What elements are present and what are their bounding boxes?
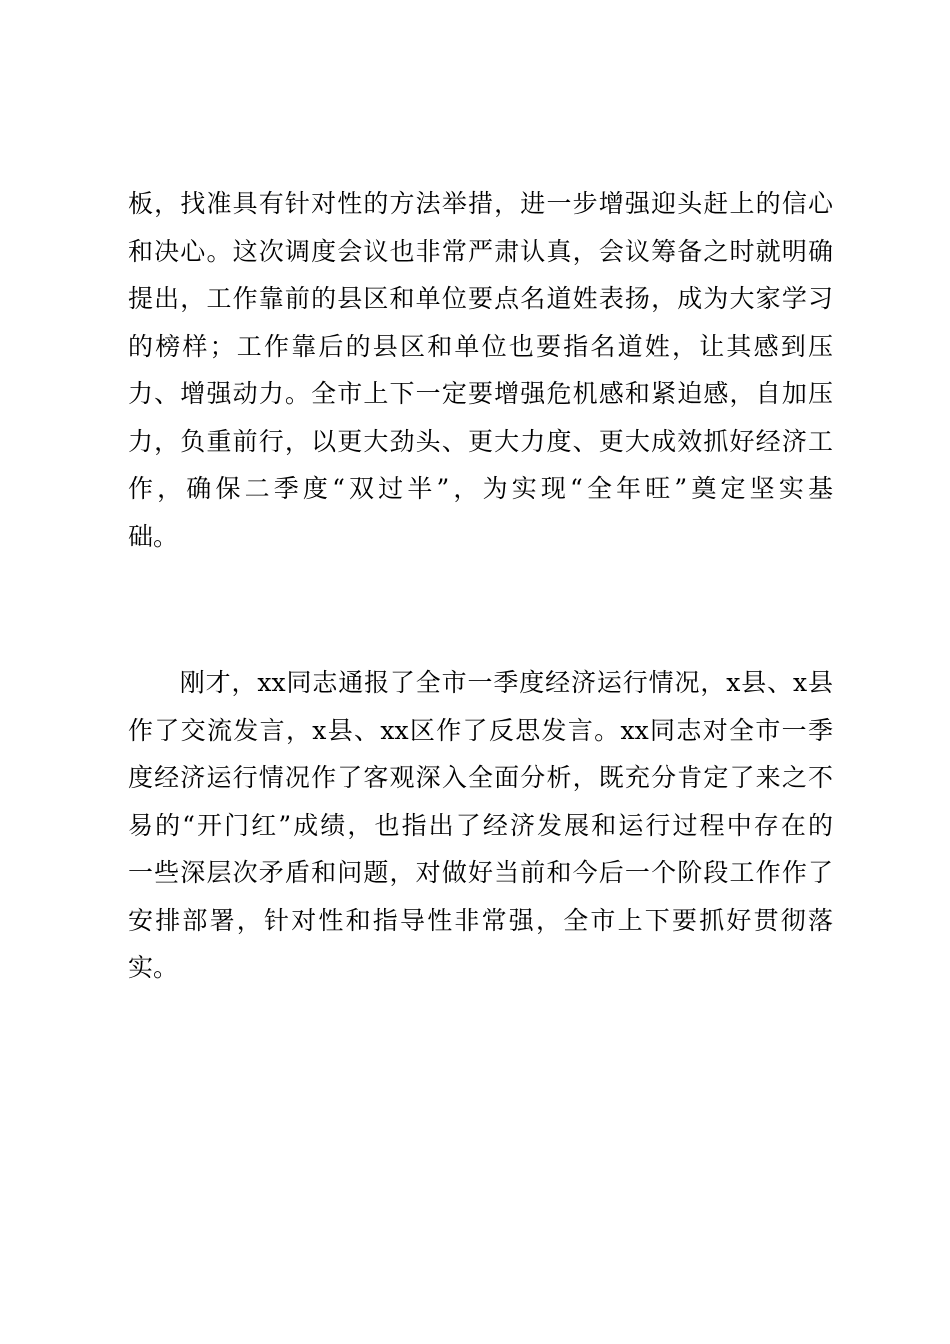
paragraph-2-line: 安排部署，针对性和指导性非常强，全市上下要抓好贯彻落 xyxy=(128,905,833,935)
paragraph-1 xyxy=(128,180,833,560)
paragraph-2-line: 实。 xyxy=(128,953,179,982)
paragraph-2-line: 度经济运行情况作了客观深入全面分析，既充分肯定了来之不 xyxy=(128,763,833,792)
paragraph-2-line: 刚才，xx同志通报了全市一季度经济运行情况，x县、x县 xyxy=(128,668,833,697)
paragraph-1-line: 力，负重前行，以更大劲头、更大力度、更大成效抓好经济工 xyxy=(128,426,833,456)
paragraph-1-line: 础。 xyxy=(128,521,179,551)
paragraph-1-line: 板，找准具有针对性的方法举措，进一步增强迎头赶上的信心 xyxy=(128,189,833,218)
paragraph-1-line: 力、增强动力。全市上下一定要增强危机感和紧迫感，自加压 xyxy=(128,379,833,408)
paragraph-2 xyxy=(128,659,833,992)
paragraph-1-line: 提出，工作靠前的县区和单位要点名道姓表扬，成为大家学习 xyxy=(128,284,833,313)
paragraph-1-line: 作，确保二季度“双过半”，为实现“全年旺”奠定坚实基 xyxy=(128,474,833,503)
paragraph-2-line: 易的“开门红”成绩，也指出了经济发展和运行过程中存在的 xyxy=(128,810,833,840)
paragraph-1-line: 的榜样；工作靠后的县区和单位也要指名道姓，让其感到压 xyxy=(128,331,833,361)
paragraph-2-line: 一些深层次矛盾和问题，对做好当前和今后一个阶段工作作了 xyxy=(128,858,833,887)
paragraph-2-line: 作了交流发言，x县、xx区作了反思发言。xx同志对全市一季 xyxy=(128,715,833,745)
paragraph-1-line: 和决心。这次调度会议也非常严肃认真，会议筹备之时就明确 xyxy=(128,236,833,266)
